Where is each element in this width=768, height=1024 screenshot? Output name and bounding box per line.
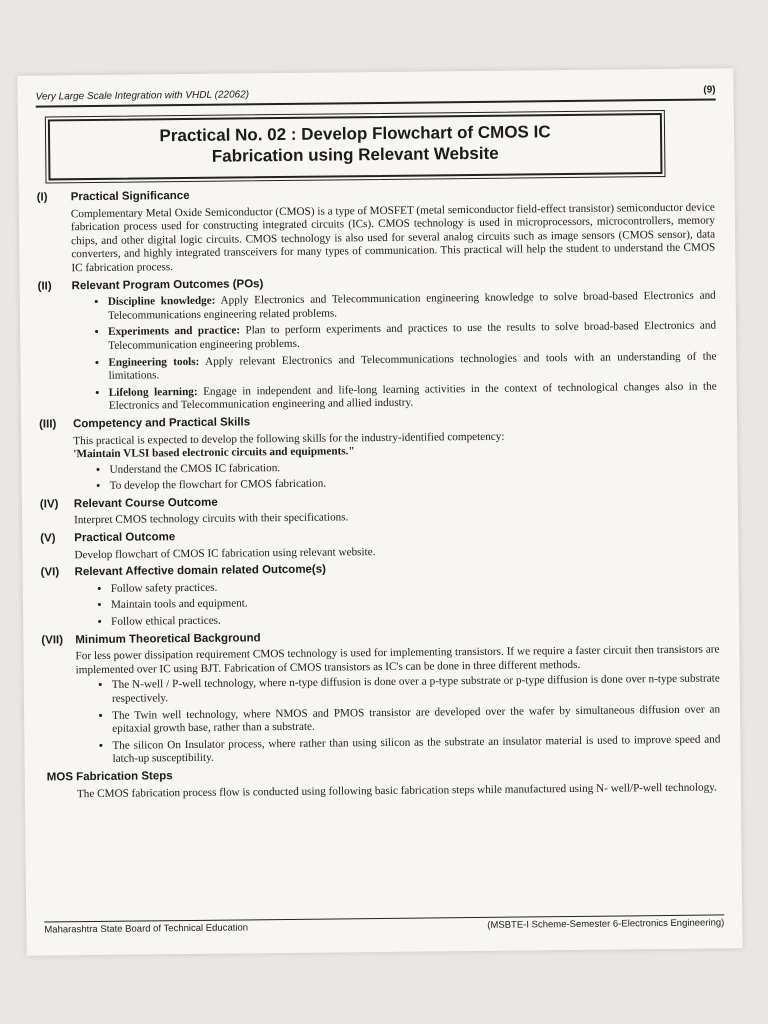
- list-item: • Follow ethical practices.: [111, 609, 719, 629]
- section-paragraph: The CMOS fabrication process flow is conducted using following basic fabrication steps while manufactured using N- well/P-well technology.: [76, 781, 717, 800]
- section-paragraph: Interpret CMOS technology circuits with their specifications.: [74, 511, 349, 527]
- section-title: Relevant Program Outcomes (POs): [71, 277, 264, 292]
- section-title: Competency and Practical Skills: [73, 416, 251, 431]
- list-item: • The silicon On Insulator process, where rather than using silicon as the substrate an insulator material is used to improve speed and latch-up susceptibility.: [112, 733, 720, 767]
- list-item: • To develop the flowchart for CMOS fabrication.: [110, 474, 718, 494]
- title-line-1: Practical No. 02 : Develop Flowchart of CMOS IC: [159, 122, 551, 146]
- practical-title-box: [48, 113, 663, 180]
- section-number: (V): [40, 532, 56, 545]
- section-number: (II): [37, 279, 52, 293]
- list-item: • Engineering tools: Apply relevant Electronics and Telecommunications technologies and tools with an understanding of the limitations.: [108, 350, 716, 384]
- footer-left: Maharashtra State Board of Technical Education: [44, 922, 249, 936]
- section-title: MOS Fabrication Steps: [46, 770, 173, 784]
- page-content: [37, 180, 721, 801]
- section-paragraph: Complementary Metal Oxide Semiconductor (CMOS) is a type of MOSFET (metal semiconductor field-effect transistor) semiconductor device fabrication process used for constructing integrated circuits (ICs). CMOS technology is used in microprocessors, microcontrollers, memory chips, and other digital logic circuits. CMOS technology is also used for several analog circuits such as image sensors (CMOS sensor), data converters, and highly integrated transceivers for many types of communication. This practical will help the student to understand the CMOS IC fabrication process.: [70, 201, 716, 275]
- list-item: • Experiments and practice: Plan to perform experiments and practices to use the results to solve broad-based Electronics and Telecommunication engineering problems.: [108, 320, 716, 354]
- list-item: • Maintain tools and equipment.: [111, 593, 719, 613]
- skills-list: [39, 457, 717, 494]
- fabrication-methods-list: [42, 673, 721, 768]
- section-paragraph: For less power dissipation requirement CMOS technology is used for implementing transistors. If we require a faster circuit then transistors are implemented over IC using BJT. Fabrication of CMOS transistors as IC's can be done in three different methods.: [75, 643, 720, 677]
- section-title: Practical Outcome: [74, 531, 176, 545]
- section-paragraph: This practical is expected to develop the following skills for the industry-identified competency: 'Maintain VLSI based electronic circuits and equipments.": [73, 430, 505, 461]
- list-item: • Follow safety practices.: [111, 576, 719, 596]
- running-title: Very Large Scale Integration with VHDL (22062): [35, 89, 250, 103]
- section-paragraph: Develop flowchart of CMOS IC fabrication using relevant website.: [74, 545, 376, 561]
- list-item: • The Twin well technology, where NMOS and PMOS transistor are developed over the wafer by simultaneous diffusion over an epitaxial growth base, rather than a substrate.: [112, 703, 720, 737]
- affective-outcomes-list: [41, 576, 719, 630]
- list-item: • Lifelong learning: Engage in independent and life-long learning activities in the context of technological changes also in the Electronics and Telecommunication engineering and allied industry.: [109, 380, 717, 414]
- document-page: [17, 68, 742, 955]
- list-item: • Discipline knowledge: Apply Electronics and Telecommunication engineering knowledge to solve broad-based Electronics and Telecommunications engineering related problems.: [108, 290, 716, 324]
- list-item: • The N-well / P-well technology, where n-type diffusion is done over a p-type substrate or p-type diffusion is done over n-type substrate respectively.: [112, 673, 720, 707]
- list-item: • Understand the CMOS IC fabrication.: [109, 457, 717, 477]
- section-number: (VI): [40, 566, 60, 579]
- section-number: (III): [39, 418, 57, 431]
- section-title: Relevant Affective domain related Outcome(s): [74, 563, 327, 579]
- section-number: (I): [36, 191, 48, 204]
- section-title: Relevant Course Outcome: [73, 496, 218, 511]
- page-number: (9): [703, 84, 716, 96]
- footer-right: (MSBTE-I Scheme-Semester 6-Electronics Engineering): [487, 917, 725, 931]
- title-line-2: Fabrication using Relevant Website: [211, 143, 499, 166]
- section-number: (IV): [39, 498, 59, 511]
- competency-statement: 'Maintain VLSI based electronic circuits and equipments.": [73, 445, 355, 461]
- program-outcomes-list: [38, 290, 717, 415]
- section-title: Practical Significance: [70, 189, 190, 204]
- section-title: Minimum Theoretical Background: [75, 631, 261, 646]
- section-number: (VII): [41, 633, 64, 647]
